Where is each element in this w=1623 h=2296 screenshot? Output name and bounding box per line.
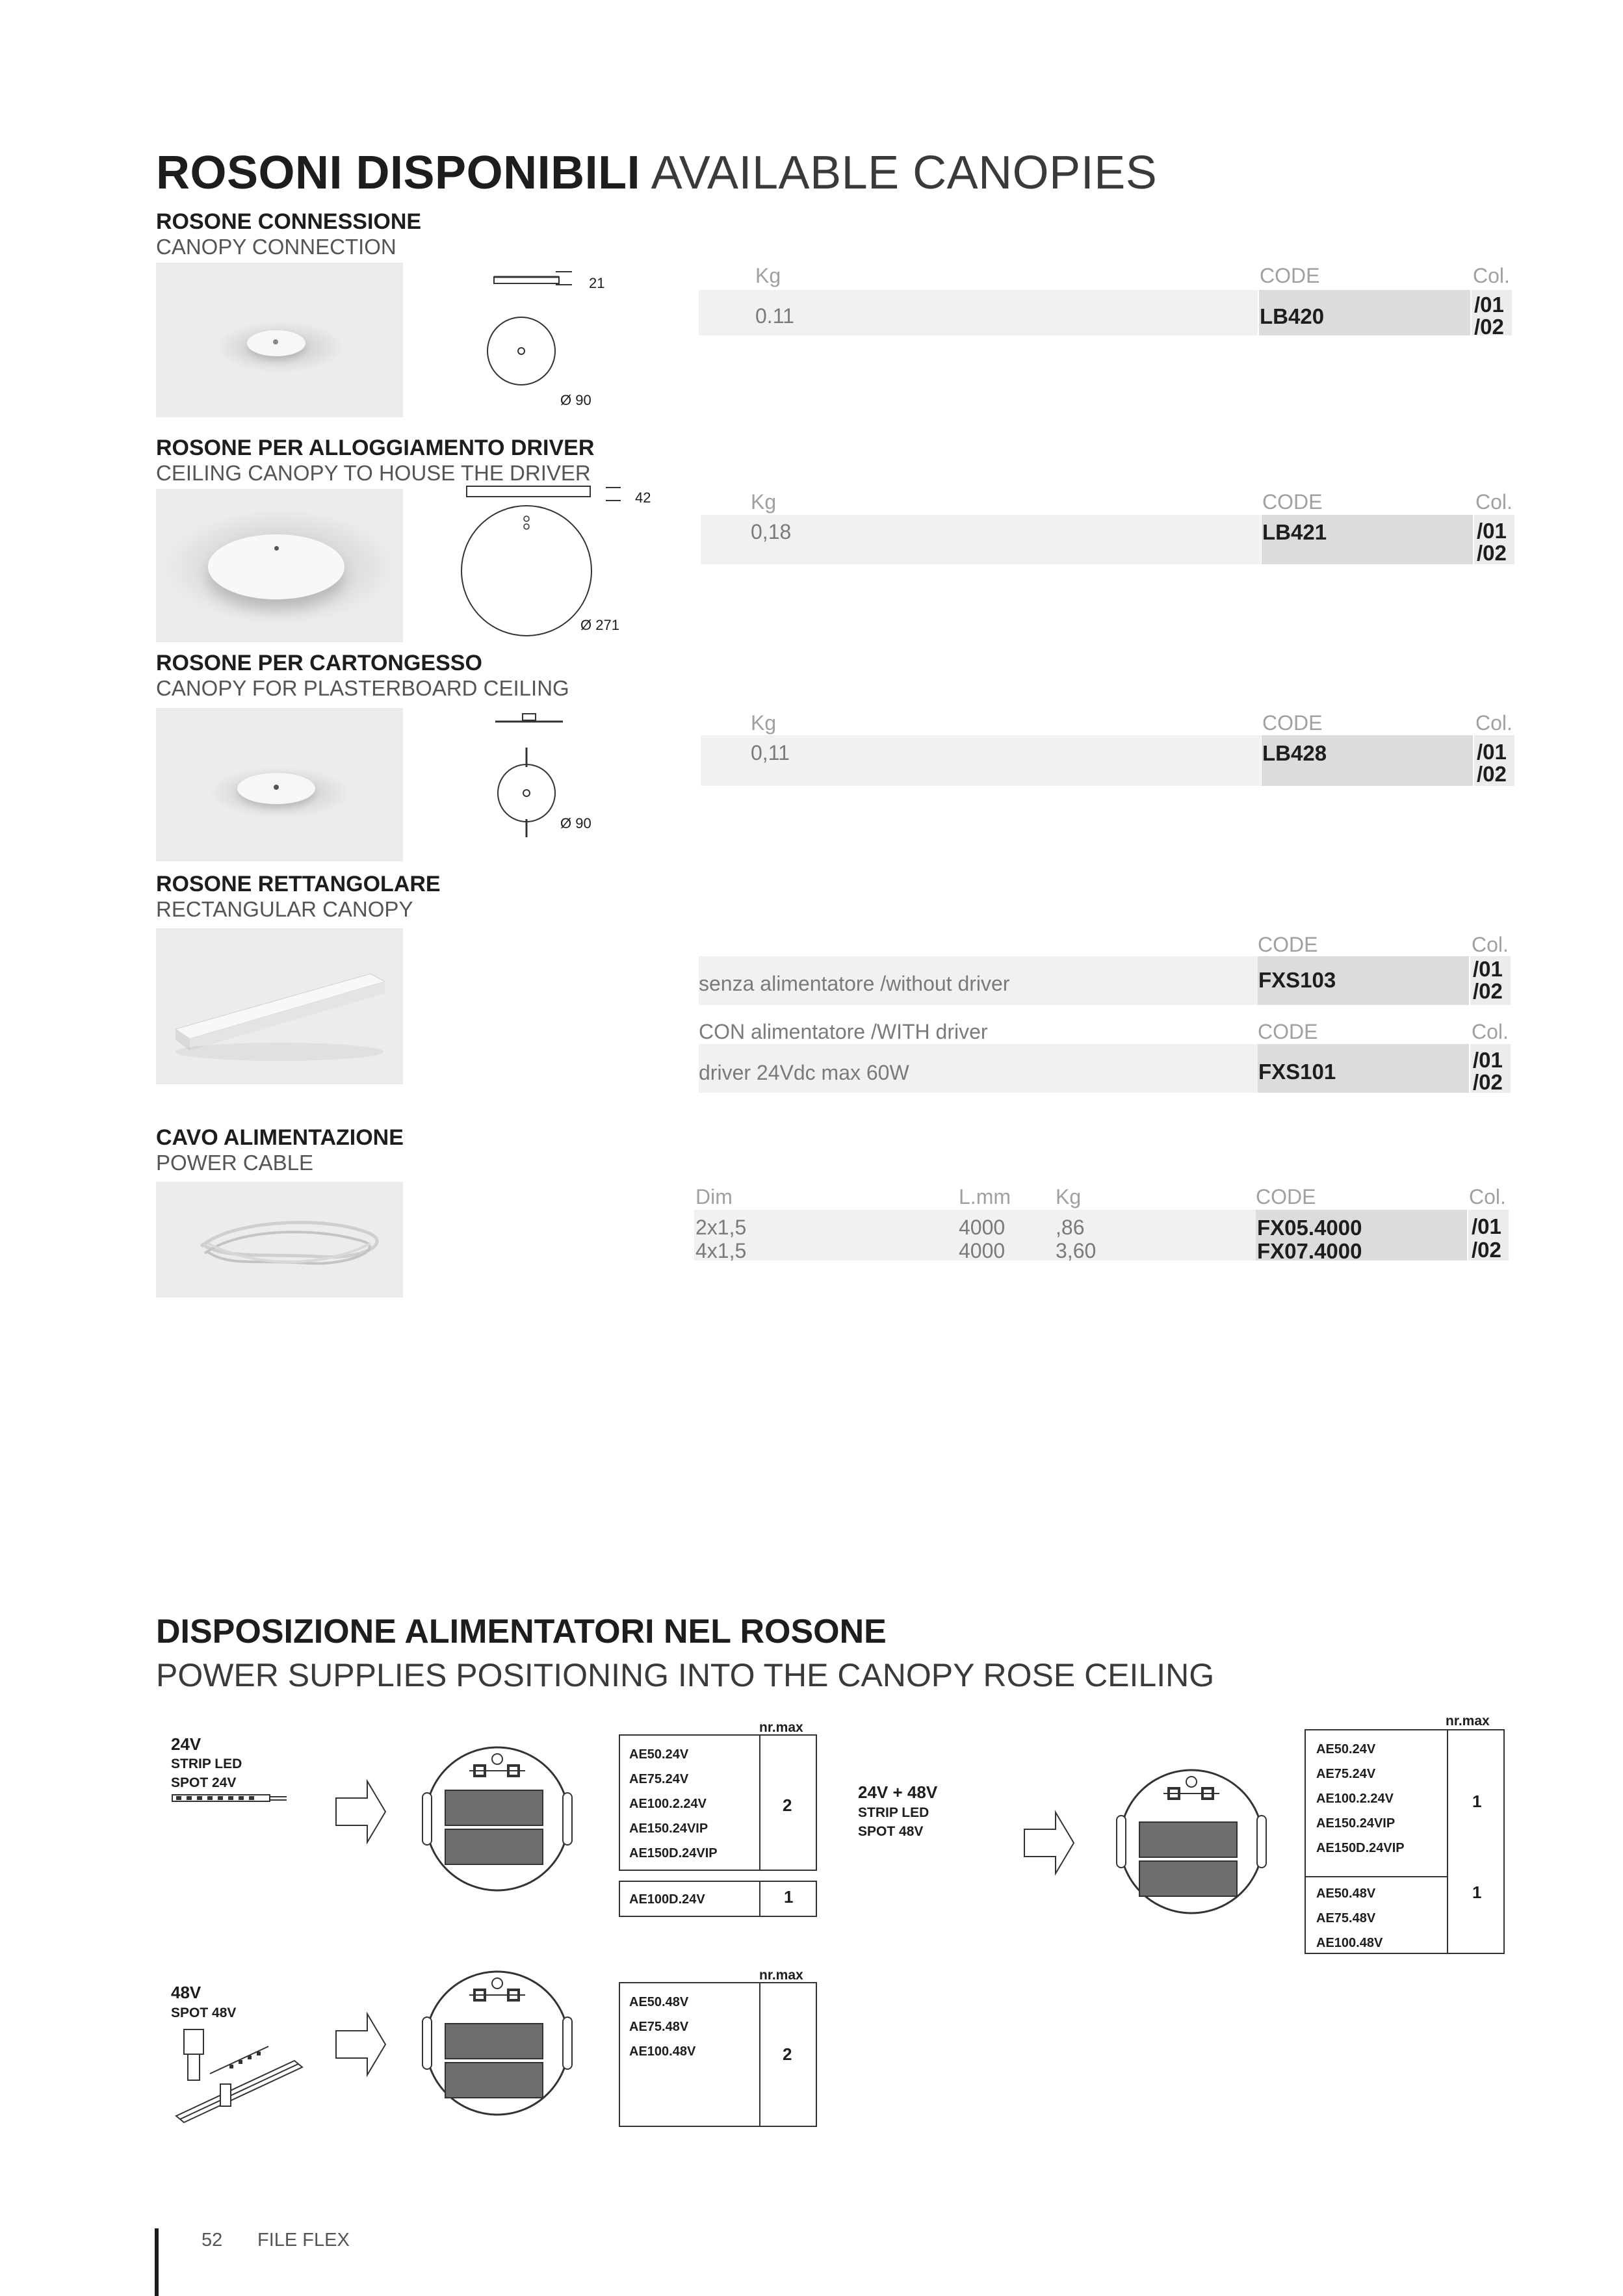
- plaster-photo: [156, 708, 403, 861]
- driver-col-01: /01: [1477, 519, 1507, 543]
- cable-row2-code: FX07.4000: [1257, 1239, 1362, 1263]
- driver-hdr-kg: Kg: [751, 490, 777, 514]
- block2448-item: AE150.24VIP: [1316, 1816, 1396, 1831]
- plaster-col: [1477, 741, 1507, 785]
- connection-col-02: /02: [1474, 315, 1504, 339]
- arrow-2448-icon: [1023, 1807, 1075, 1879]
- block48-line1: SPOT 48V: [171, 2005, 237, 2020]
- driver-col: [1477, 520, 1507, 564]
- block24-qty2: 1: [784, 1887, 794, 1907]
- plaster-title-it: ROSONE PER CARTONGESSO: [156, 651, 482, 675]
- block24-item: AE150.24VIP: [629, 1821, 708, 1836]
- cable-row2-dim: 4x1,5: [695, 1239, 747, 1262]
- block2448-nrmax: nr.max: [1446, 1714, 1490, 1729]
- cable-row1-col: /01: [1472, 1214, 1501, 1238]
- block2448-item: AE150D.24VIP: [1316, 1841, 1405, 1855]
- page-title-light: AVAILABLE CANOPIES: [651, 147, 1158, 199]
- driver-hdr-col: Col.: [1475, 490, 1513, 514]
- canopy-24-diagram: [416, 1736, 578, 1905]
- footer-bar: [155, 2228, 159, 2296]
- plaster-title-en: CANOPY FOR PLASTERBOARD CEILING: [156, 676, 569, 700]
- cable-photo: [156, 1182, 403, 1298]
- plaster-col-01: /01: [1477, 740, 1507, 764]
- block2448-items: [1316, 1737, 1405, 1860]
- cable-row1-lmm: 4000: [959, 1216, 1006, 1239]
- cable-row2-kg: 3,60: [1056, 1239, 1097, 1262]
- connection-col: [1474, 294, 1504, 338]
- rect-row2-col-01: /01: [1473, 1048, 1503, 1072]
- block48-item: AE50.48V: [629, 1995, 689, 2009]
- block2448-qty2: 1: [1472, 1883, 1482, 1902]
- cable-hdr-dim: Dim: [695, 1185, 733, 1208]
- connection-photo: [156, 263, 403, 417]
- cable-hdr-col: Col.: [1469, 1185, 1506, 1208]
- rect-photo: [156, 928, 403, 1084]
- cable-hdr-lmm: L.mm: [959, 1185, 1011, 1208]
- cable-row2-col: /02: [1472, 1238, 1501, 1262]
- plaster-hdr-col: Col.: [1475, 711, 1513, 735]
- arrow-48-icon: [335, 2009, 387, 2080]
- block24-box: [619, 1734, 817, 1871]
- connection-hdr-col: Col.: [1473, 264, 1510, 287]
- footer-page-number: 52: [201, 2230, 223, 2250]
- block24-item: AE75.24V: [629, 1772, 689, 1786]
- plaster-hdr-code: CODE: [1262, 711, 1323, 735]
- block2448-qty: 1: [1472, 1792, 1482, 1811]
- connection-hdr-code: CODE: [1260, 264, 1320, 287]
- positioning-title-en: POWER SUPPLIES POSITIONING INTO THE CANOPY ROSE CEILING: [156, 1657, 1215, 1693]
- driver-dim-diameter: Ø 271: [580, 617, 619, 633]
- rect-hdr-col: Col.: [1472, 933, 1509, 956]
- rect-hdr-code: CODE: [1258, 933, 1318, 956]
- block2448-line2: SPOT 48V: [858, 1824, 924, 1839]
- plaster-col-02: /02: [1477, 762, 1507, 786]
- block24-item: AE100.2.24V: [629, 1797, 707, 1811]
- block2448-line1: STRIP LED: [858, 1805, 929, 1820]
- cable-row1-dim: 2x1,5: [695, 1216, 747, 1239]
- block2448-item: AE75.24V: [1316, 1767, 1376, 1781]
- block24-line1: STRIP LED: [171, 1756, 242, 1771]
- connection-dim-diameter: Ø 90: [560, 392, 591, 408]
- connection-hdr-kg: Kg: [755, 264, 781, 287]
- rect-title-it: ROSONE RETTANGOLARE: [156, 872, 441, 896]
- plaster-code: LB428: [1262, 741, 1327, 765]
- rect-row2-code: FXS101: [1258, 1060, 1336, 1084]
- driver-hdr-code: CODE: [1262, 490, 1323, 514]
- connection-title-en: CANOPY CONNECTION: [156, 235, 396, 259]
- arrow-24-icon: [335, 1776, 387, 1847]
- rect-row1-code: FXS103: [1258, 968, 1336, 992]
- block24-voltage: 24V: [171, 1734, 201, 1754]
- canopy-48-diagram: [416, 1960, 578, 2129]
- block2448-item2: AE75.48V: [1316, 1911, 1376, 1925]
- rect-row1-col-01: /01: [1473, 957, 1503, 981]
- plaster-hdr-kg: Kg: [751, 711, 777, 735]
- block48-box: [619, 1982, 817, 2127]
- rect-row1-label: senza alimentatore /without driver: [699, 972, 1010, 995]
- cable-hdr-code: CODE: [1256, 1185, 1316, 1208]
- cable-row1-code: FX05.4000: [1257, 1216, 1362, 1240]
- block2448-item: AE50.24V: [1316, 1742, 1376, 1756]
- block48-qty: 2: [783, 2044, 792, 2064]
- driver-drawing: [455, 481, 663, 637]
- block24-box2: [619, 1881, 817, 1917]
- block2448-item: AE100.2.24V: [1316, 1792, 1394, 1806]
- block24-nrmax: nr.max: [759, 1720, 803, 1735]
- driver-title-en: CEILING CANOPY TO HOUSE THE DRIVER: [156, 461, 591, 485]
- plaster-dim-diameter: Ø 90: [560, 815, 591, 831]
- cable-row2-lmm: 4000: [959, 1239, 1006, 1262]
- spot-48-track-icon: [171, 2022, 307, 2126]
- cable-title-it: CAVO ALIMENTAZIONE: [156, 1125, 404, 1150]
- rect-row2-col: [1473, 1049, 1503, 1093]
- block24-qty: 2: [783, 1795, 792, 1815]
- driver-col-02: /02: [1477, 541, 1507, 565]
- rect-row2-label: driver 24Vdc max 60W: [699, 1061, 909, 1084]
- block2448-box: [1305, 1729, 1505, 1954]
- block48-nrmax: nr.max: [759, 1968, 803, 1983]
- rect-row2-col-02: /02: [1473, 1070, 1503, 1094]
- cable-title-en: POWER CABLE: [156, 1151, 314, 1175]
- block48-item: AE100.48V: [629, 2044, 696, 2059]
- block48-items: [629, 1990, 695, 2064]
- block2448-voltage: 24V + 48V: [858, 1782, 938, 1802]
- canopy-2448-diagram: [1110, 1758, 1273, 1927]
- driver-dim-height: 42: [635, 489, 651, 506]
- block2448-item2: AE100.48V: [1316, 1936, 1383, 1950]
- block2448-item2: AE50.48V: [1316, 1886, 1376, 1901]
- block24-items: [629, 1742, 718, 1866]
- block48-voltage: 48V: [171, 1983, 201, 2002]
- rect-hdr2-col: Col.: [1472, 1020, 1509, 1043]
- connection-dim-height: 21: [589, 275, 605, 291]
- block24-item2: AE100D.24V: [629, 1892, 705, 1907]
- connection-title-it: ROSONE CONNESSIONE: [156, 209, 422, 234]
- driver-code: LB421: [1262, 520, 1327, 544]
- page-title: [156, 146, 1157, 200]
- plaster-kg: 0,11: [751, 741, 790, 764]
- rect-row1-col-02: /02: [1473, 979, 1503, 1003]
- driver-title-it: ROSONE PER ALLOGGIAMENTO DRIVER: [156, 436, 595, 460]
- strip-led-icon: [171, 1791, 288, 1807]
- block24-item: AE150D.24VIP: [629, 1846, 718, 1860]
- driver-kg: 0,18: [751, 520, 792, 543]
- block48-item: AE75.48V: [629, 2020, 689, 2034]
- positioning-title-it: DISPOSIZIONE ALIMENTATORI NEL ROSONE: [156, 1613, 887, 1650]
- connection-kg: 0.11: [755, 304, 794, 328]
- footer-catalog-name: FILE FLEX: [257, 2230, 350, 2250]
- page-title-bold: ROSONI DISPONIBILI: [156, 147, 641, 199]
- block2448-items2: [1316, 1881, 1383, 1955]
- connection-col-01: /01: [1474, 293, 1504, 317]
- rect-sub-label: CON alimentatore /WITH driver: [699, 1020, 988, 1043]
- rect-hdr2-code: CODE: [1258, 1020, 1318, 1043]
- block24-line2: SPOT 24V: [171, 1775, 237, 1790]
- rect-row1-col: [1473, 958, 1503, 1002]
- cable-row1-kg: ,86: [1056, 1216, 1085, 1239]
- block24-item: AE50.24V: [629, 1747, 689, 1762]
- rect-title-en: RECTANGULAR CANOPY: [156, 897, 413, 921]
- driver-photo: [156, 489, 403, 642]
- plaster-drawing: [481, 709, 611, 858]
- connection-code: LB420: [1260, 304, 1325, 328]
- cable-hdr-kg: Kg: [1056, 1185, 1082, 1208]
